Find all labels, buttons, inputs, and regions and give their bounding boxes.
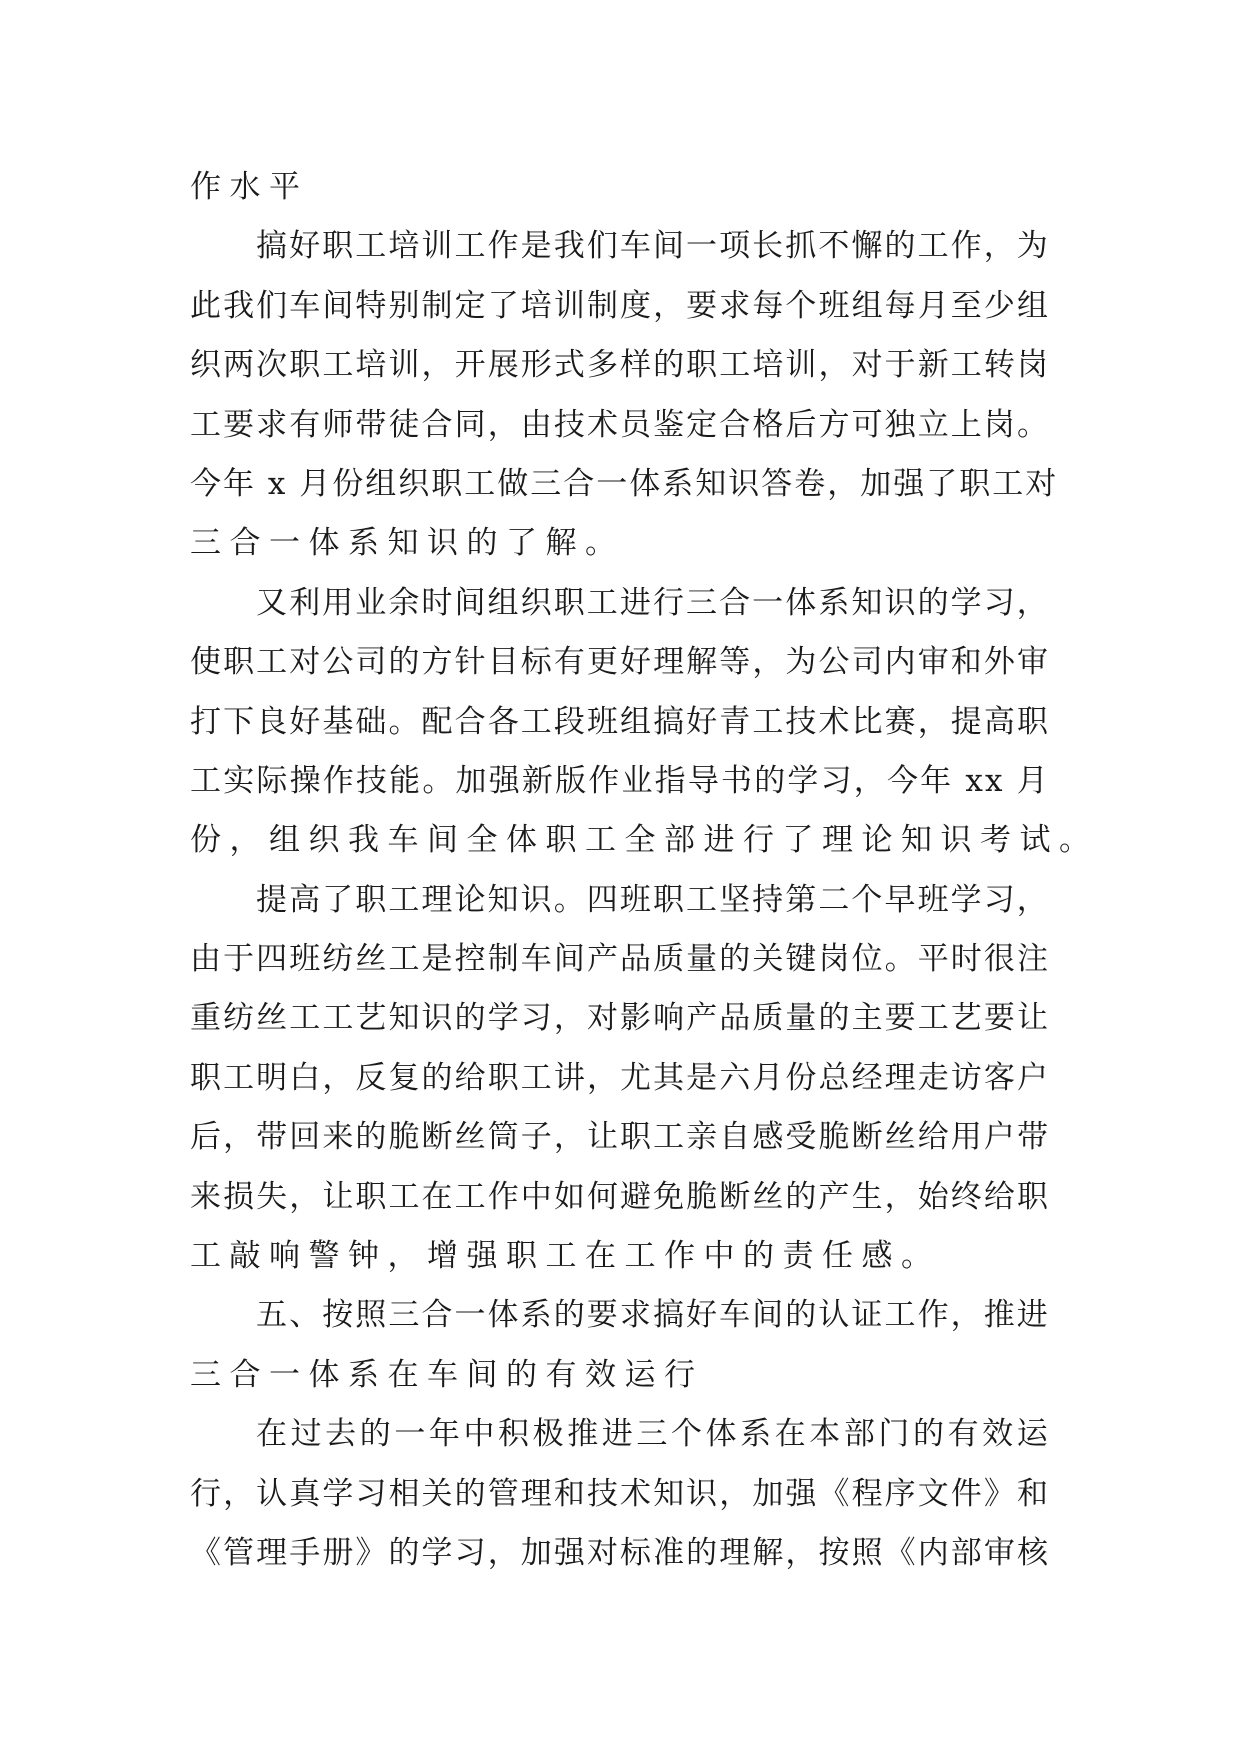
text-line: 工 实 际 操 作 技 能 。 加 强 新 版 作 业 指 导 书 的 学 习 ， 今 年 x x 月 [190, 762, 1050, 799]
text-line: 提 高 了 职 工 理 论 知 识 。 四 班 职 工 坚 持 第 二 个 早 班 学 习 ， [256, 881, 1050, 918]
text-line: 三合一体系在车间的有效运行 [190, 1356, 704, 1393]
text-line: 行 ， 认 真 学 习 相 关 的 管 理 和 技 术 知 识 ， 加 强 《 程 序 文 件 》 和 [190, 1475, 1050, 1512]
text-line: 来 损 失 ， 让 职 工 在 工 作 中 如 何 避 免 脆 断 丝 的 产 生 ， 始 终 给 职 [190, 1178, 1050, 1215]
text-line: 职 工 明 白 ， 反 复 的 给 职 工 讲 ， 尤 其 是 六 月 份 总 经 理 走 访 客 户 [190, 1059, 1050, 1096]
text-line: 份，组织我车间全体职工全部进行了理论知识考试。 [190, 822, 1099, 859]
text-line: 重 纺 丝 工 工 艺 知 识 的 学 习 ， 对 影 响 产 品 质 量 的 主 要 工 艺 要 让 [190, 1000, 1050, 1037]
text-line: 搞 好 职 工 培 训 工 作 是 我 们 车 间 一 项 长 抓 不 懈 的 工 作 ， 为 [256, 228, 1050, 265]
text-line: 工敲响警钟，增强职工在工作中的责任感。 [190, 1238, 941, 1275]
text-line: 使 职 工 对 公 司 的 方 针 目 标 有 更 好 理 解 等 ， 为 公 司 内 审 和 外 审 [190, 644, 1050, 681]
text-line: 《 管 理 手 册 》 的 学 习 ， 加 强 对 标 准 的 理 解 ， 按 照 《 内 部 审 核 [190, 1534, 1050, 1571]
text-line: 又 利 用 业 余 时 间 组 织 职 工 进 行 三 合 一 体 系 知 识 的 学 习 ， [256, 584, 1050, 621]
text-line: 后 ， 带 回 来 的 脆 断 丝 筒 子 ， 让 职 工 亲 自 感 受 脆 断 丝 给 用 户 带 [190, 1119, 1050, 1156]
text-line: 五 、 按 照 三 合 一 体 系 的 要 求 搞 好 车 间 的 认 证 工 作 ， 推 进 [256, 1297, 1050, 1334]
text-line: 打 下 良 好 基 础 。 配 合 各 工 段 班 组 搞 好 青 工 技 术 比 赛 ， 提 高 职 [190, 703, 1050, 740]
text-line: 工 要 求 有 师 带 徒 合 同 ， 由 技 术 员 鉴 定 合 格 后 方 可 独 立 上 岗 。 [190, 406, 1050, 443]
text-line: 由 于 四 班 纺 丝 工 是 控 制 车 间 产 品 质 量 的 关 键 岗 位 。 平 时 很 注 [190, 941, 1050, 978]
text-line: 此 我 们 车 间 特 别 制 定 了 培 训 制 度 ， 要 求 每 个 班 组 每 月 至 少 组 [190, 287, 1050, 324]
text-line: 在 过 去 的 一 年 中 积 极 推 进 三 个 体 系 在 本 部 门 的 有 效 运 [256, 1416, 1050, 1453]
text-line: 作水平 [190, 169, 309, 205]
document-body [190, 158, 1099, 1583]
text-line: 三合一体系知识的了解。 [190, 525, 625, 562]
text-line: 今 年 x 月 份 组 织 职 工 做 三 合 一 体 系 知 识 答 卷 ， 加 强 了 职 工 对 [190, 465, 1059, 502]
text-line: 织 两 次 职 工 培 训 ， 开 展 形 式 多 样 的 职 工 培 训 ， 对 于 新 工 转 岗 [190, 347, 1050, 384]
